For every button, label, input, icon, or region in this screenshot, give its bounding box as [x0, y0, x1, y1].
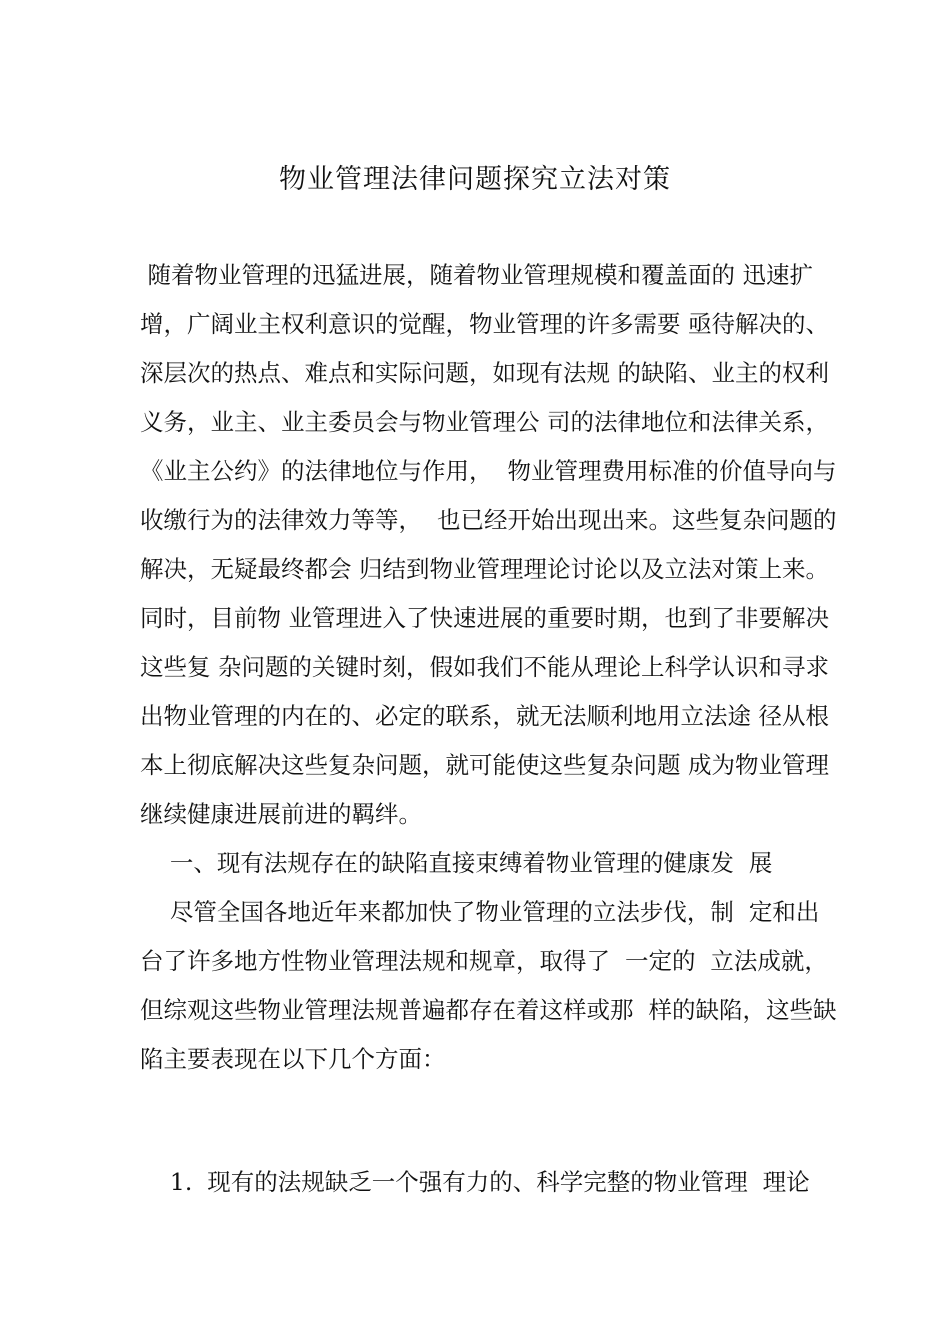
paragraph-line: 陷主要表现在以下几个方面：: [140, 1045, 446, 1073]
paragraph-line: 但综观这些物业管理法规普遍都存在着这样或那 样的缺陷，这些缺: [140, 996, 837, 1024]
paragraph-line: 解决，无疑最终都会 归结到物业管理理论讨论以及立法对策上来。: [140, 555, 829, 583]
paragraph-line: 台了许多地方性物业管理法规和规章，取得了 一定的 立法成就，: [140, 947, 828, 975]
section-heading: 一、现有法规存在的缺陷直接束缚着物业管理的健康发 展: [140, 849, 773, 877]
paragraph-line: 同时，目前物 业管理进入了快速进展的重要时期，也到了非要解决: [140, 604, 829, 632]
list-item-1: 1. 现有的法规缺乏一个强有力的、科学完整的物业管理 理论: [140, 1168, 810, 1196]
paragraph-line: 本上彻底解决这些复杂问题，就可能使这些复杂问题 成为物业管理: [140, 751, 829, 779]
document-title: 物业管理法律问题探究立法对策: [279, 164, 671, 195]
paragraph-line: 这些复 杂问题的关键时刻，假如我们不能从理论上科学认识和寻求: [140, 653, 829, 681]
paragraph-line: 继续健康进展前进的羁绊。: [140, 800, 422, 828]
paragraph-line: 随着物业管理的迅猛进展，随着物业管理规模和覆盖面的 迅速扩: [140, 261, 813, 289]
paragraph-line: 义务，业主、业主委员会与物业管理公 司的法律地位和法律关系，: [140, 408, 829, 436]
paragraph-line: 《业主公约》的法律地位与作用， 物业管理费用标准的价值导向与: [140, 457, 837, 485]
paragraph-line: 尽管全国各地近年来都加快了物业管理的立法步伐，制 定和出: [140, 898, 820, 926]
paragraph-line: 深层次的热点、难点和实际问题，如现有法规 的缺陷、业主的权利: [140, 359, 829, 387]
paragraph-line: 收缴行为的法律效力等等， 也已经开始出现出来。这些复杂问题的: [140, 506, 837, 534]
paragraph-line: 增，广阔业主权利意识的觉醒，物业管理的许多需要 亟待解决的、: [140, 310, 829, 338]
paragraph-line: 出物业管理的内在的、必定的联系，就无法顺利地用立法途 径从根: [140, 702, 829, 730]
